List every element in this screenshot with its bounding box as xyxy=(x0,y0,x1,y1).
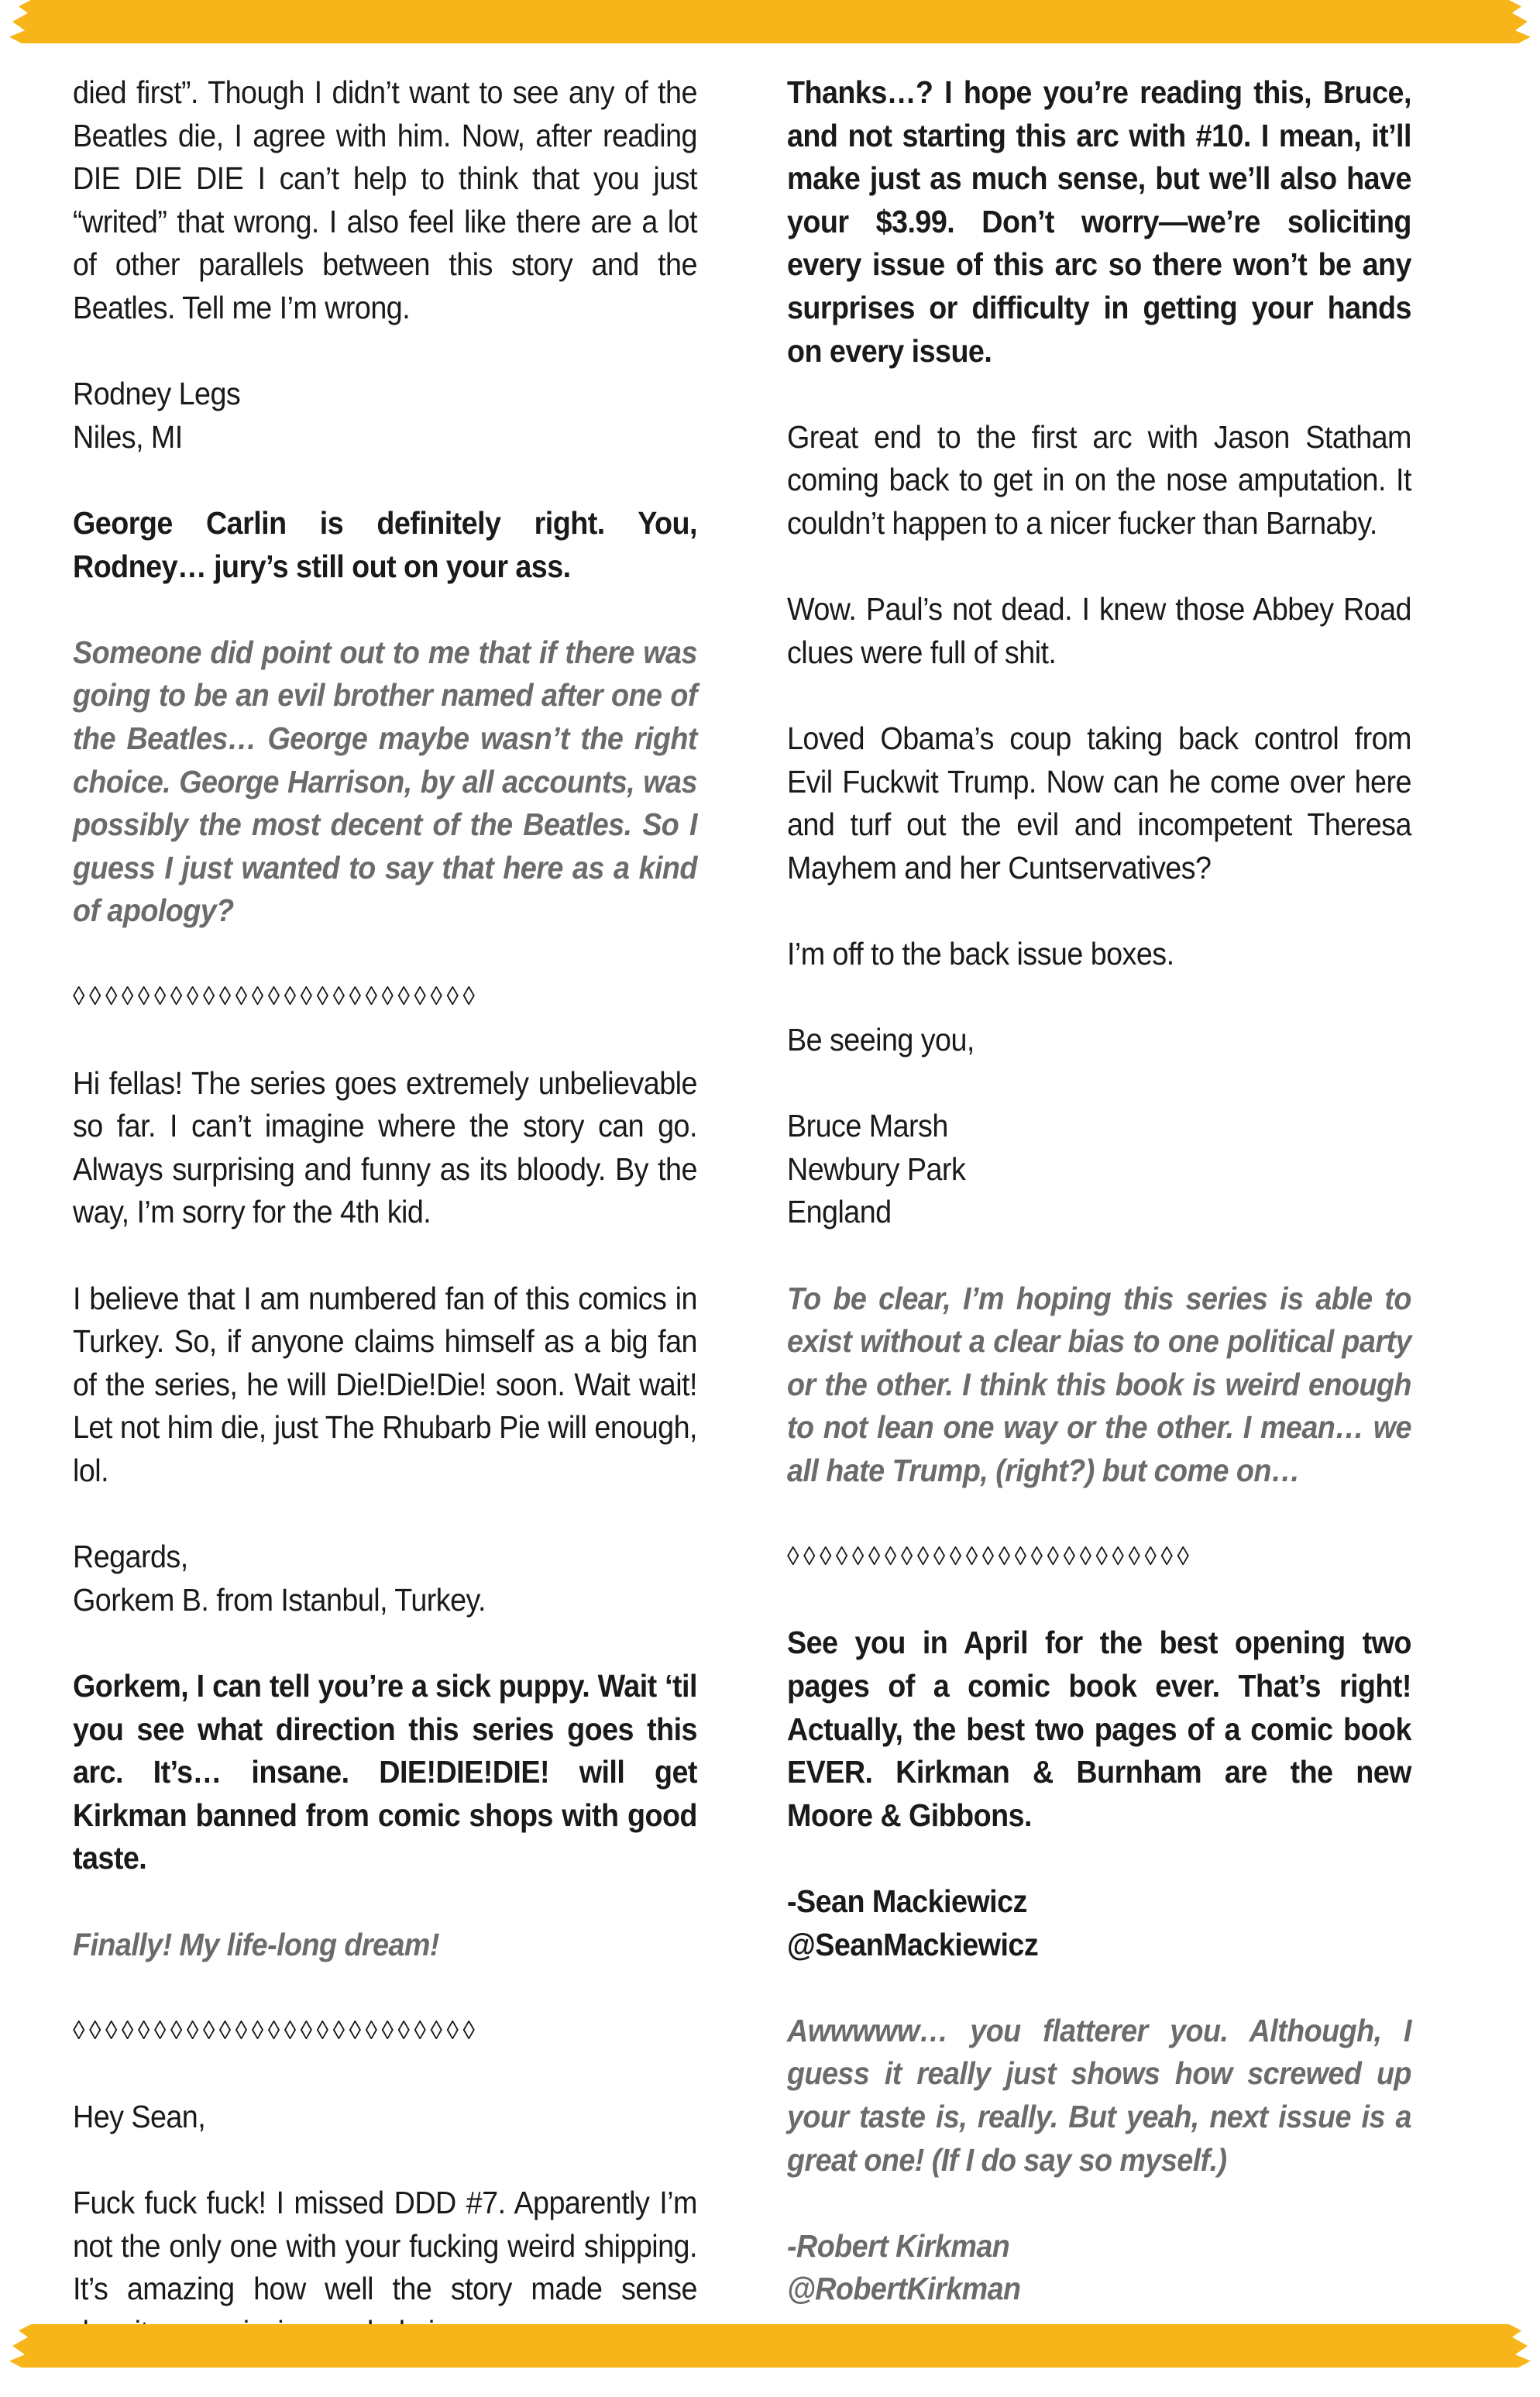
signature-sean xyxy=(787,1880,1411,1966)
letter-bruce-body-5: I’m off to the back issue boxes. xyxy=(787,935,1174,972)
right-column xyxy=(787,71,1411,2354)
letter-gorkem-body-1: Hi fellas! The series goes extremely unbelievable so far. I can’t imagine where the story can go. Always surprising and funny as its bloody. By the way, I’m sorry for the 4th kid. xyxy=(73,1064,697,1230)
bottom-brush-band xyxy=(0,2324,1540,2368)
diamond-separator: ◊◊◊◊◊◊◊◊◊◊◊◊◊◊◊◊◊◊◊◊◊◊◊◊◊ xyxy=(787,1542,1194,1572)
reply-gorkem: Gorkem, I can tell you’re a sick puppy. Wait ‘til you see what direction this series goes this arc. It’s… insane. DIE!DIE!DIE! will get Kirkman banned from comic shops with good taste. xyxy=(73,1667,697,1876)
closing-italic: Awwwww… you flatterer you. Although, I guess it really just shows how screwed up your taste is, really. But yeah, next issue is a great one! (If I do say so myself.) xyxy=(787,2012,1411,2178)
reply-gorkem-italic: Finally! My life-long dream! xyxy=(73,1926,439,1962)
signature-bruce-country: England xyxy=(787,1194,892,1230)
signature-rodney-name: Rodney Legs xyxy=(73,376,241,412)
signature-gorkem xyxy=(73,1536,697,1622)
signature-bruce-name: Bruce Marsh xyxy=(787,1108,948,1144)
signature-bruce-town: Newbury Park xyxy=(787,1150,966,1187)
top-brush-band xyxy=(0,0,1540,43)
letter-rodney-body: died first”. Though I didn’t want to see any of the Beatles die, I agree with him. Now, after reading DIE DIE DIE I can’t help to think that you just “writed” that wrong. I also feel like there are a lot of other parallels between this story and the Beatles. Tell me I’m wrong. xyxy=(73,74,697,325)
signature-robert xyxy=(787,2225,1411,2311)
reply-rodney: George Carlin is definitely right. You, Rodney… jury’s still out on your ass. xyxy=(73,504,697,584)
signature-bruce xyxy=(787,1105,1411,1234)
signature-sean-handle: @SeanMackiewicz xyxy=(787,1926,1039,1962)
reply-bruce-italic: To be clear, I’m hoping this series is able to exist without a clear bias to one political party or the other. I think this book is weird enough to not lean one way or the other. I mean… we all hate Trump, (right?) but come on… xyxy=(787,1280,1411,1488)
signature-rodney xyxy=(73,373,697,459)
letter-bruce-signoff: Be seeing you, xyxy=(787,1022,975,1058)
letter-bruce-body-1: Fuck fuck fuck! I missed DDD #7. Apparently I’m not the only one with your fucking weird shipping. It’s amazing how well the story made sense xyxy=(73,2185,697,2307)
signature-rodney-place: Niles, MI xyxy=(73,418,183,455)
reply-bruce-interjection: Thanks…? I hope you’re reading this, Bruce, and not starting this arc with #10. I mean, it’ll make just as much sense, but we’ll also have your $3.99. Don’t worry—we’re soliciting every issue of this arc so there won’t be any surprises or difficulty in getting your hands on every issue. xyxy=(787,74,1411,369)
diamond-separator: ◊◊◊◊◊◊◊◊◊◊◊◊◊◊◊◊◊◊◊◊◊◊◊◊◊ xyxy=(73,982,480,1012)
letter-bruce-body-2: Great end to the first arc with Jason Statham coming back to get in on the nose amputation. It couldn’t happen to a nicer fucker than Barnaby. xyxy=(787,418,1411,541)
left-column xyxy=(73,71,697,2397)
letter-gorkem-body-2: I believe that I am numbered fan of this comics in Turkey. So, if anyone claims himself as a big fan of the series, he will Die!Die!Die! soon. Wait wait! Let not him die, just The Rhubarb Pie will enough, lol. xyxy=(73,1280,697,1488)
letter-bruce-body-4: Loved Obama’s coup taking back control from Evil Fuckwit Trump. Now can he come over here and turf out the evil and incompetent Theresa Mayhem and her Cuntservatives? xyxy=(787,720,1411,886)
signature-robert-handle: @RobertKirkman xyxy=(787,2271,1021,2307)
letter-bruce-body-3: Wow. Paul’s not dead. I knew those Abbey Road clues were full of shit. xyxy=(787,591,1411,670)
closing-note: See you in April for the best opening two pages of a comic book ever. That’s right! Actually, the best two pages of a comic book EVER. Kirkman & Burnham are the new Moore & Gibbons. xyxy=(787,1625,1411,1833)
reply-rodney-italic: Someone did point out to me that if there was going to be an evil brother named after one of the Beatles… George maybe wasn’t the right choice. George Harrison, by all accounts, was possibly the most decent of the Beatles. So I guess I just wanted to say that here as a kind of apology? xyxy=(73,634,697,929)
letter-bruce-greeting: Hey Sean, xyxy=(73,2098,206,2134)
signature-sean-name: -Sean Mackiewicz xyxy=(787,1883,1027,1919)
diamond-separator: ◊◊◊◊◊◊◊◊◊◊◊◊◊◊◊◊◊◊◊◊◊◊◊◊◊ xyxy=(73,2015,480,2045)
signature-gorkem-line2: Gorkem B. from Istanbul, Turkey. xyxy=(73,1581,486,1618)
signature-robert-name: -Robert Kirkman xyxy=(787,2227,1010,2264)
signature-gorkem-line1: Regards, xyxy=(73,1539,188,1575)
